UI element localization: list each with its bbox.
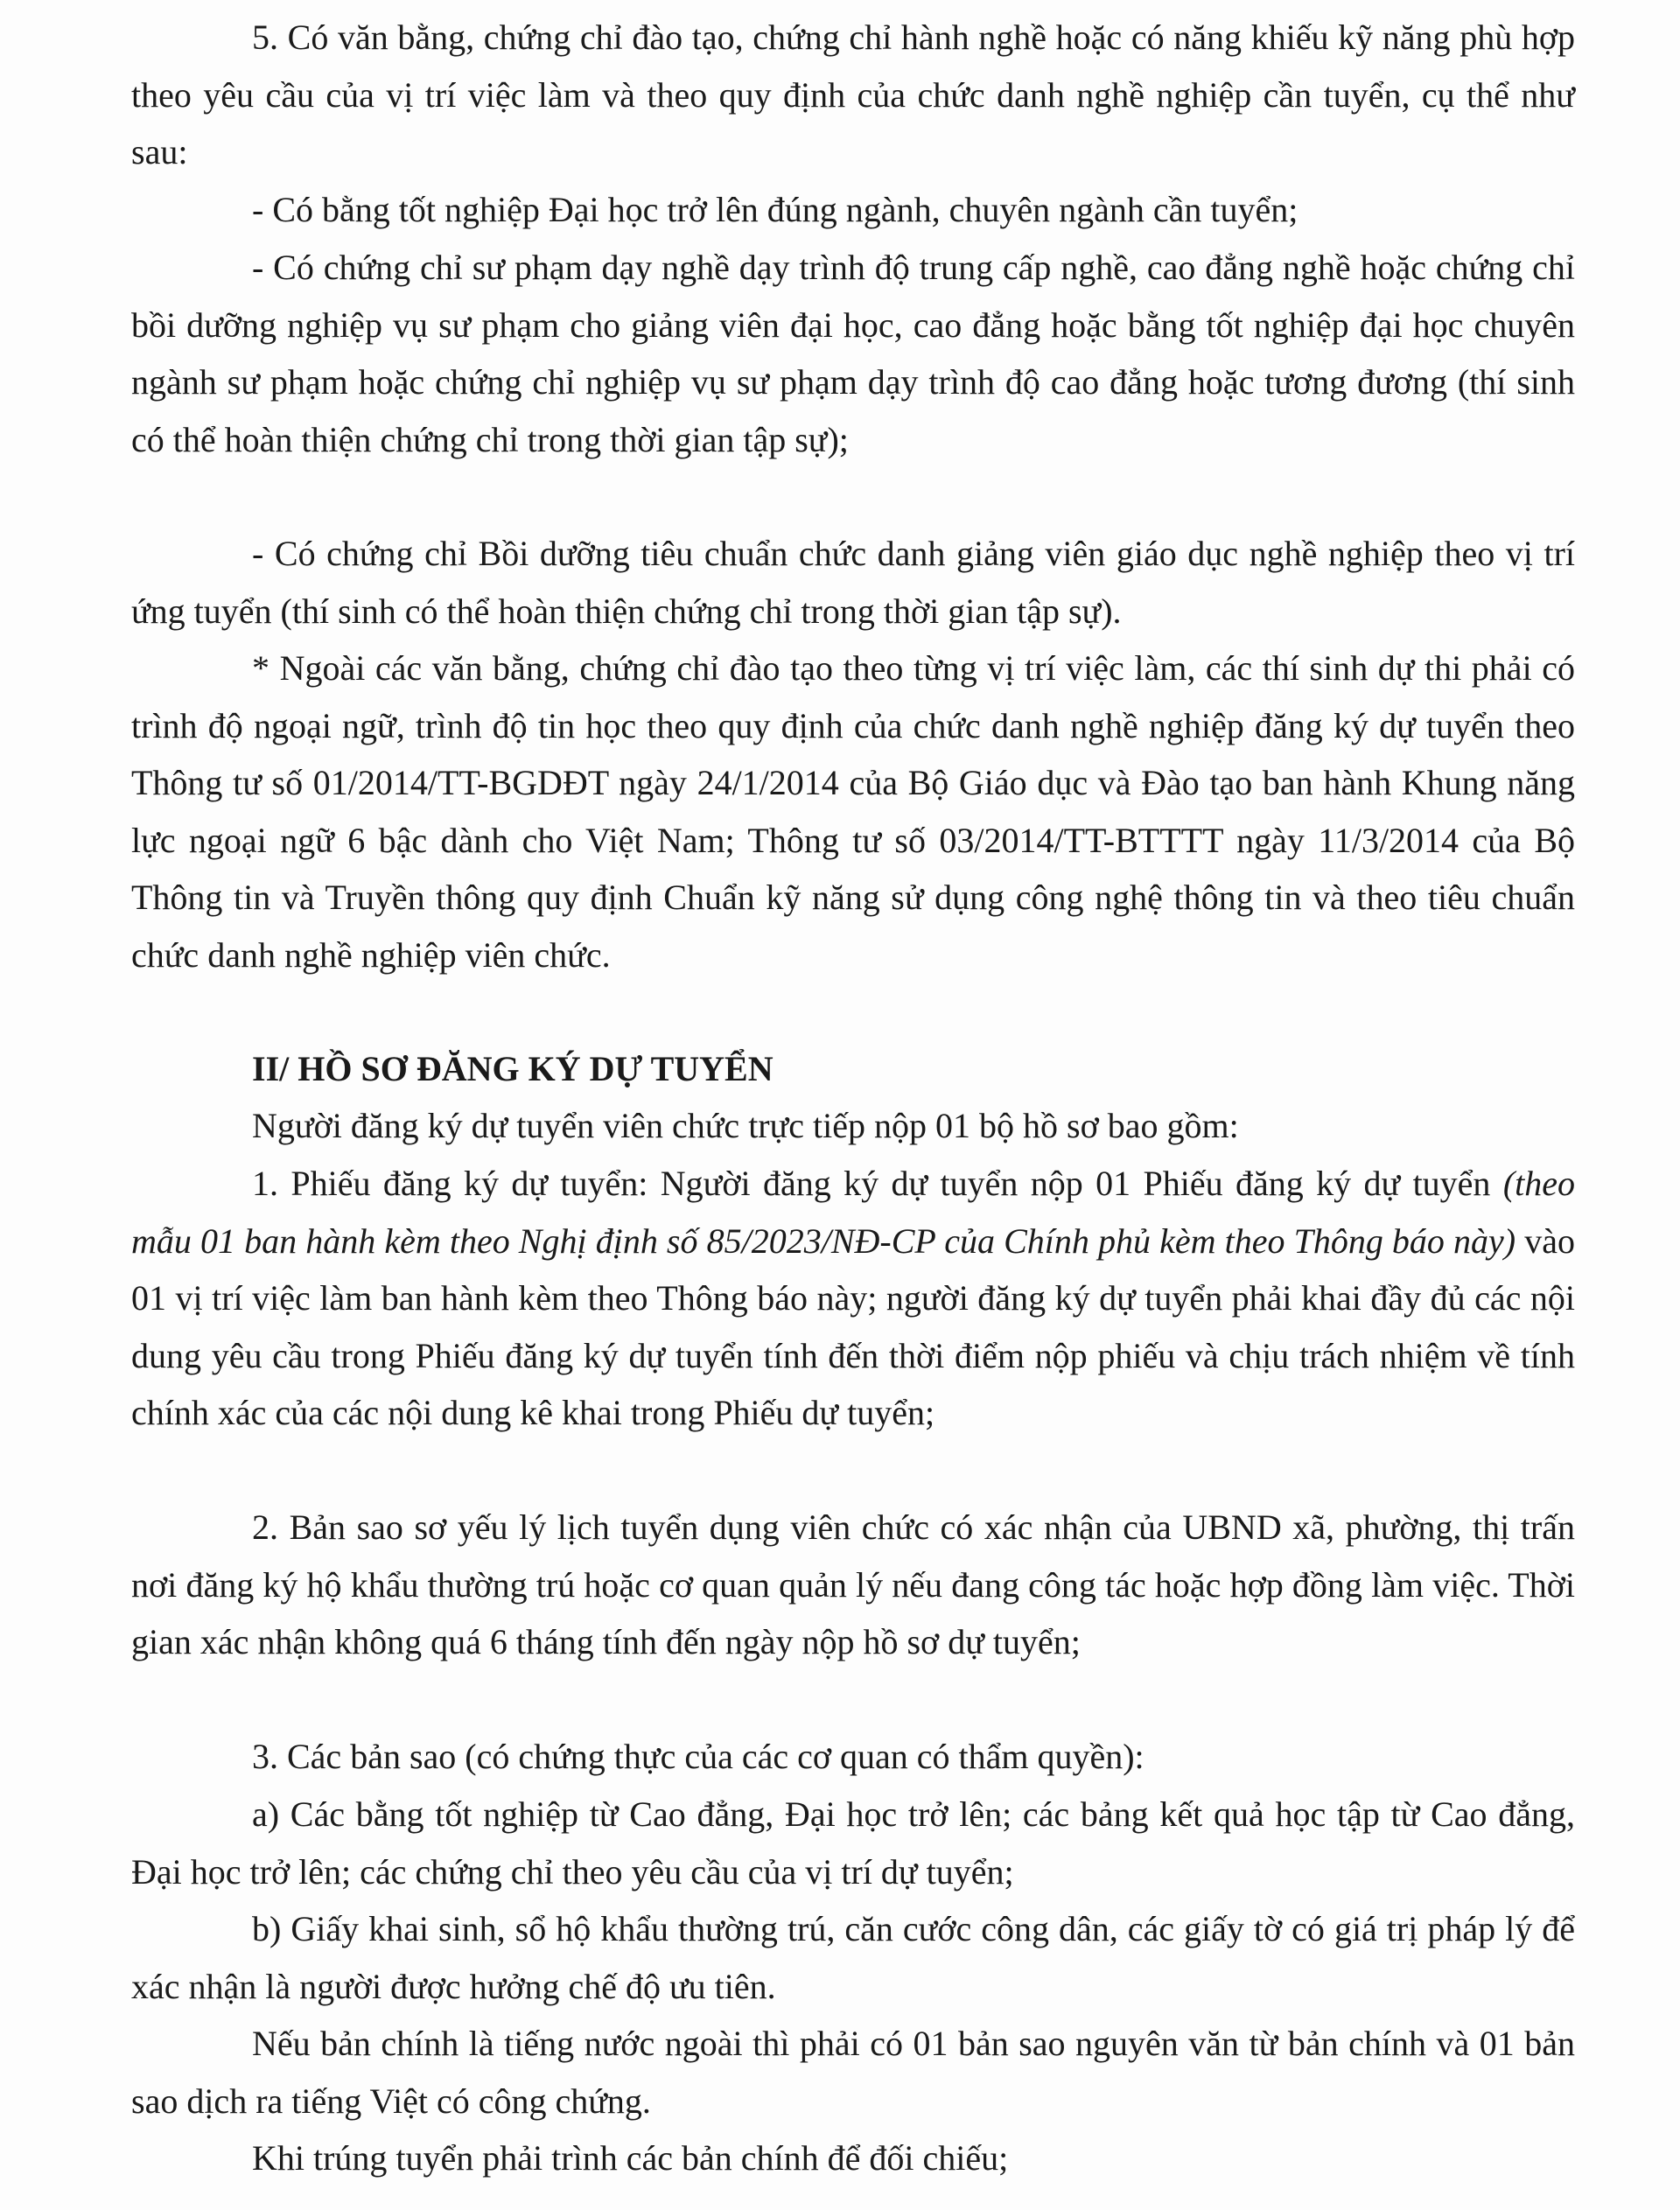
paragraph-intro: Người đăng ký dự tuyển viên chức trực tiếp nộp 01 bộ hồ sơ bao gồm: [252,1106,1239,1145]
item-1-italic-reference: (theo mẫu 01 ban hành kèm theo Nghị định số 85/2023/NĐ-CP của Chính phủ kèm theo Thông báo này) [131,1164,1575,1261]
paragraph-item-5: 5. Có văn bằng, chứng chỉ đào tạo, chứng chỉ hành nghề hoặc có năng khiếu kỹ năng phù hợp theo yêu cầu của vị trí việc làm và theo quy định của chức danh nghề nghiệp cần tuyển, cụ thể như sau: [131,17,1575,171]
paragraph-item-1 [131,1155,1575,1442]
paragraph-item-2: 2. Bản sao sơ yếu lý lịch tuyển dụng viên chức có xác nhận của UBND xã, phường, thị trấn nơi đăng ký hộ khẩu thường trú hoặc cơ quan quản lý nếu đang công tác hoặc hợp đồng làm việc. Thời gian xác nhận không quá 6 tháng tính đến ngày nộp hồ sơ dự tuyển; [131,1507,1575,1661]
paragraph-note: * Ngoài các văn bằng, chứng chỉ đào tạo theo từng vị trí việc làm, các thí sinh dự thi phải có trình độ ngoại ngữ, trình độ tin học theo quy định của chức danh nghề nghiệp đăng ký dự tuyển theo Thông tư số 01/2014/TT-BGDĐT ngày 24/1/2014 của Bộ Giáo dục và Đào tạo ban hành Khung năng lực ngoại ngữ 6 bậc dành cho Việt Nam; Thông tư số 03/2014/TT-BTTTT ngày 11/3/2014 của Bộ Thông tin và Truyền thông quy định Chuẩn kỹ năng sử dụng công nghệ thông tin và theo tiêu chuẩn chức danh nghề nghiệp viên chức. [131,648,1575,975]
bullet-degree: - Có bằng tốt nghiệp Đại học trở lên đúng ngành, chuyên ngành cần tuyển; [252,190,1298,229]
item-1-text-end: vào 01 vị trí việc làm ban hành kèm theo Thông báo này; người đăng ký dự tuyển phải khai đầy đủ các nội dung yêu cầu trong Phiếu đăng ký dự tuyển tính đến thời điểm nộp phiếu và chịu trách nhiệm về tính chính xác của các nội dung kê khai trong Phiếu dự tuyển; [131,1220,1575,1432]
paragraph-item-3b: b) Giấy khai sinh, sổ hộ khẩu thường trú, căn cước công dân, các giấy tờ có giá trị pháp lý để xác nhận là người được hưởng chế độ ưu tiên. [131,1909,1575,2006]
paragraph-item-3: 3. Các bản sao (có chứng thực của các cơ quan có thẩm quyền): [252,1737,1144,1776]
paragraph-originals: Khi trúng tuyển phải trình các bản chính để đối chiếu; [252,2138,1009,2178]
bullet-standard: - Có chứng chỉ Bồi dưỡng tiêu chuẩn chức danh giảng viên giáo dục nghề nghiệp theo vị trí ứng tuyển (thí sinh có thể hoàn thiện chứng chỉ trong thời gian tập sự). [131,534,1575,631]
item-1-text-start: 1. Phiếu đăng ký dự tuyển: Người đăng ký dự tuyển nộp 01 Phiếu đăng ký dự tuyển [252,1164,1503,1203]
section-title: II/ HỒ SƠ ĐĂNG KÝ DỰ TUYỂN [252,1049,774,1088]
bullet-pedagogy: - Có chứng chỉ sư phạm dạy nghề dạy trình độ trung cấp nghề, cao đẳng nghề hoặc chứng chỉ bồi dưỡng nghiệp vụ sư phạm cho giảng viên đại học, cao đẳng hoặc bằng tốt nghiệp đại học chuyên ngành sư phạm hoặc chứng chỉ nghiệp vụ sư phạm dạy trình độ cao đẳng hoặc tương đương (thí sinh có thể hoàn thiện chứng chỉ trong thời gian tập sự); [131,248,1575,459]
paragraph-item-3a: a) Các bằng tốt nghiệp từ Cao đẳng, Đại học trở lên; các bảng kết quả học tập từ Cao đẳng, Đại học trở lên; các chứng chỉ theo yêu cầu của vị trí dự tuyển; [131,1794,1575,1892]
paragraph-foreign-documents: Nếu bản chính là tiếng nước ngoài thì phải có 01 bản sao nguyên văn từ bản chính và 01 bản sao dịch ra tiếng Việt có công chứng. [131,2024,1575,2121]
